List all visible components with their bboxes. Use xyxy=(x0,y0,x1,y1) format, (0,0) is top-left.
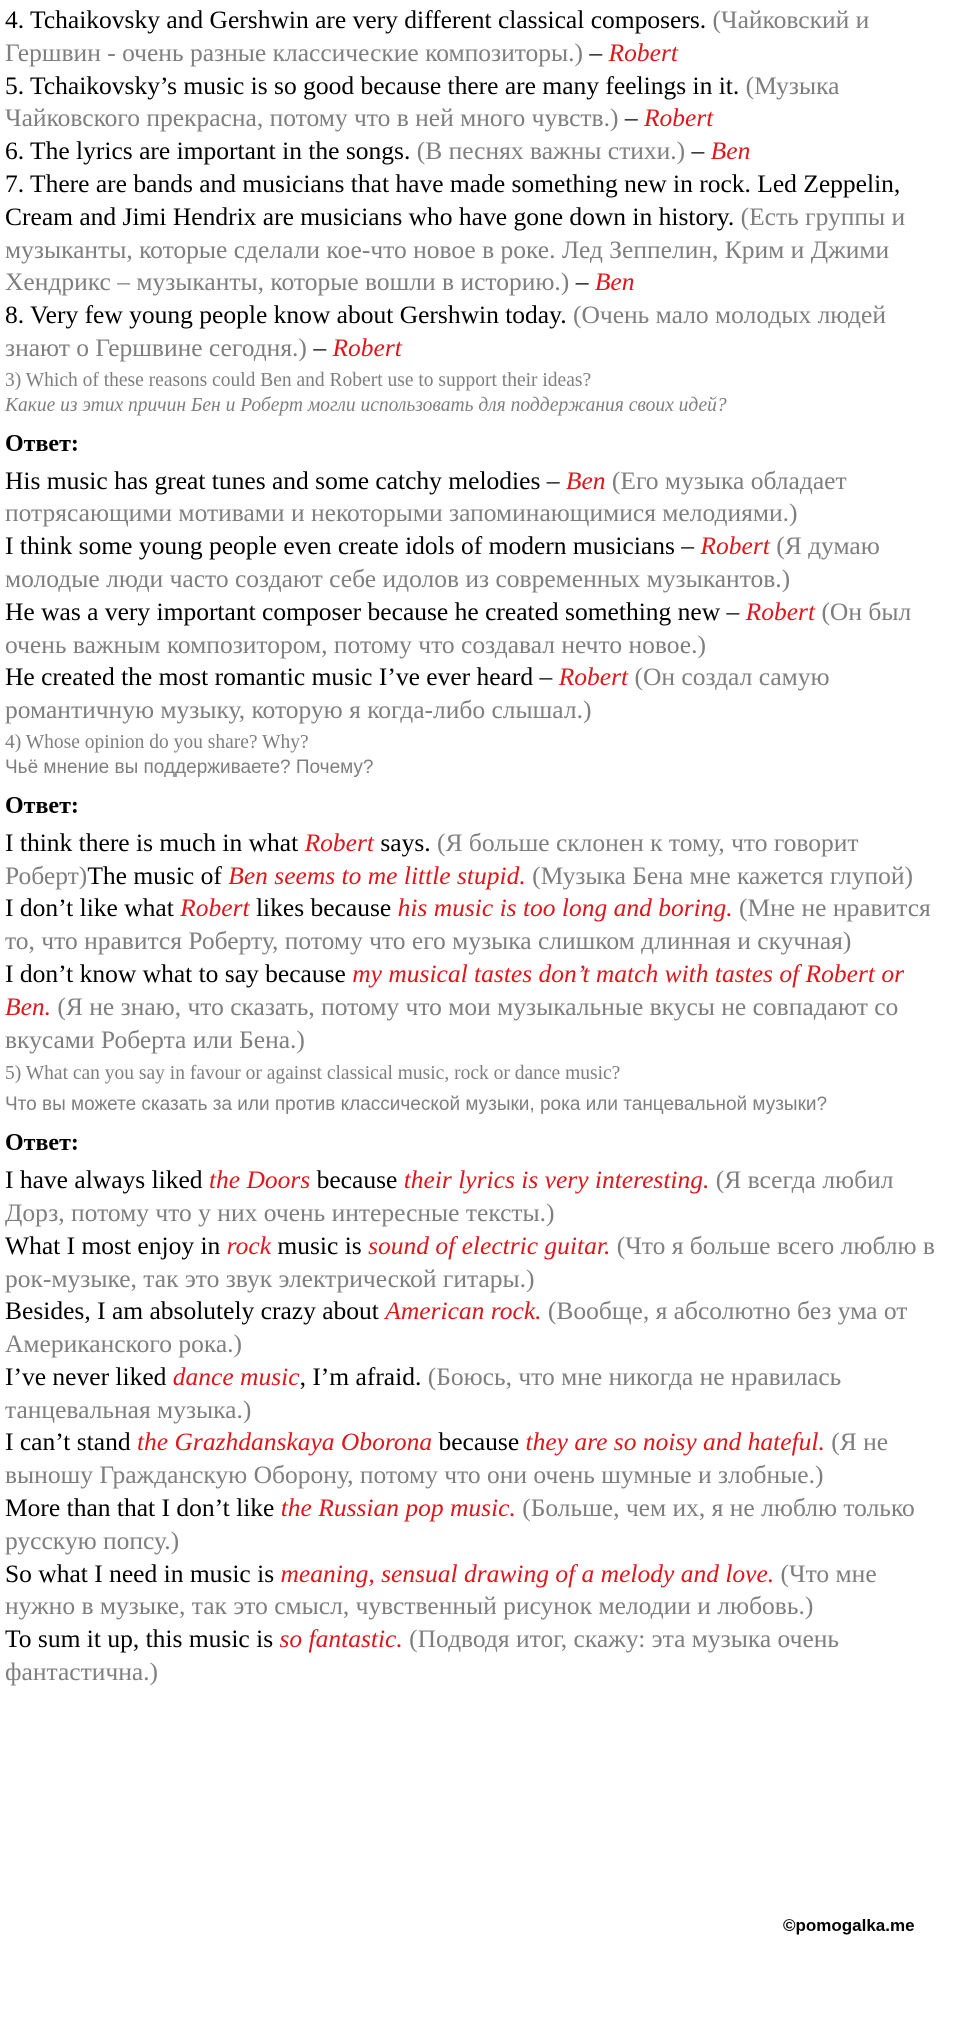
english-text: I don’t like what xyxy=(5,893,181,923)
english-text: 4. Tchaikovsky and Gershwin are very different classical composers. xyxy=(5,5,713,34)
answer-line xyxy=(5,1230,952,1296)
highlighted-text: the Doors xyxy=(208,1165,311,1195)
english-text: because xyxy=(432,1427,526,1457)
answer-line xyxy=(5,135,952,168)
english-text: His music has great tunes and some catchy melodies – xyxy=(5,465,566,495)
english-text: – xyxy=(618,103,644,133)
answer-line xyxy=(5,958,952,1056)
question-3-russian: Какие из этих причин Бен и Роберт могли использовать для поддержания своих идей? xyxy=(5,394,727,416)
english-text: likes because xyxy=(249,893,398,923)
english-text: I’ve never liked xyxy=(5,1361,173,1391)
highlighted-text: they are so noisy and hateful. xyxy=(525,1427,825,1457)
english-text: 7. There are bands and musicians that have made something new in rock. Led Zeppelin, Cream and Jimi Hendrix are musicians who have gone down in history. xyxy=(5,168,901,231)
highlighted-text: rock xyxy=(226,1230,272,1260)
english-text: , I’m afraid. xyxy=(299,1361,428,1391)
answers-block-4 xyxy=(5,827,952,1057)
english-text: He created the most romantic music I’ve ever heard – xyxy=(5,662,559,692)
highlighted-text: dance music xyxy=(172,1361,300,1391)
highlighted-text: so fantastic. xyxy=(279,1624,403,1654)
english-text: because xyxy=(310,1165,404,1195)
watermark: ©pomogalka.me xyxy=(783,1916,915,1935)
english-text: I think some young people even create idols of modern musicians – xyxy=(5,531,701,561)
question-5-russian: Что вы можете сказать за или против классической музыки, рока или танцевальной музыки? xyxy=(5,1094,828,1116)
translation-text: (Я думаю молодые люди часто создают себе идолов из современных музыкантов.) xyxy=(5,531,880,593)
question-4-russian: Чьё мнение вы поддерживаете? Почему? xyxy=(5,756,374,778)
answer-line xyxy=(5,1361,952,1427)
english-text: – xyxy=(583,37,609,67)
translation-text: (Больше, чем их, я не люблю только русскую попсу.) xyxy=(5,1493,915,1555)
english-text: 6. The lyrics are important in the songs. xyxy=(5,136,417,166)
translation-text: (Очень мало молодых людей знают о Гершвине сегодня.) xyxy=(5,300,886,362)
highlighted-text: his music is too long and boring. xyxy=(397,893,733,923)
answer-line xyxy=(5,1295,952,1361)
highlighted-text: the Russian pop music. xyxy=(280,1493,516,1523)
translation-text: (Я больше склонен к тому, что говорит Роберт) xyxy=(5,827,859,890)
translation-text: (Вообще, я абсолютно без ума от Американского рока.) xyxy=(5,1296,908,1359)
english-text: He was a very important composer because he created something new – xyxy=(5,596,746,626)
translation-text: (Музыка Бена мне кажется глупой) xyxy=(525,860,914,890)
english-text: I can’t stand xyxy=(5,1427,137,1457)
english-text: More than that I don’t like xyxy=(5,1493,281,1523)
answers-block-3 xyxy=(5,465,952,727)
answer-line xyxy=(5,299,952,365)
answer-label: Ответ: xyxy=(5,430,79,457)
answer-line xyxy=(5,1558,952,1624)
answer-line xyxy=(5,70,952,136)
english-text: Besides, I am absolutely crazy about xyxy=(5,1296,386,1326)
english-text: music is xyxy=(271,1230,369,1260)
translation-text: (Подводя итог, скажу: эта музыка очень фантастична.) xyxy=(5,1624,840,1687)
answer-line xyxy=(5,168,952,299)
english-text: 8. Very few young people know about Gershwin today. xyxy=(5,300,573,330)
answer-line xyxy=(5,1164,952,1230)
highlighted-text: sound of electric guitar. xyxy=(368,1230,611,1260)
answer-line xyxy=(5,1623,952,1689)
translation-text: (Что мне нужно в музыке, так это смысл, чувственный рисунок мелодии и любовь.) xyxy=(5,1558,877,1621)
highlighted-text: Robert xyxy=(745,596,816,626)
translation-text: (Что я больше всего люблю в рок-музыке, так это звук электрической гитары.) xyxy=(5,1230,935,1293)
answer-label: Ответ: xyxy=(5,1130,79,1157)
question-5-english: 5) What can you say in favour or against classical music, rock or dance music? xyxy=(5,1063,621,1085)
translation-text: (Его музыка обладает потрясающими мотивами и некоторыми запоминающимися мелодиями.) xyxy=(5,465,847,528)
answer-line xyxy=(5,1492,952,1558)
highlighted-text: Ben seems to me little stupid. xyxy=(228,860,526,890)
translation-text: (Чайковский и Гершвин - очень разные классические композиторы.) xyxy=(5,5,870,67)
answer-line xyxy=(5,596,952,662)
highlighted-text: meaning, sensual drawing of a melody and love. xyxy=(280,1558,775,1588)
answer-line xyxy=(5,661,952,727)
answer-line xyxy=(5,4,952,70)
highlighted-text: Robert xyxy=(332,332,402,362)
translation-text: (Музыка Чайковского прекрасна, потому что в ней много чувств.) xyxy=(5,70,840,133)
english-text: says. xyxy=(373,827,438,857)
highlighted-text: American rock. xyxy=(385,1296,542,1326)
answer-line xyxy=(5,827,952,893)
highlighted-text: my musical tastes don’t match with tastes of Robert or Ben. xyxy=(5,958,905,1021)
english-text: So what I need in music is xyxy=(5,1558,281,1588)
highlighted-text: Robert xyxy=(608,37,678,67)
highlighted-text: Robert xyxy=(180,893,250,923)
translation-text: (Я не знаю, что сказать, потому что мои музыкальные вкусы не совпадают со вкусами Роберта или Бена.) xyxy=(5,991,899,1054)
answer-line xyxy=(5,530,952,596)
question-4-english: 4) Whose opinion do you share? Why? xyxy=(5,731,309,753)
english-text: 5. Tchaikovsky’s music is so good because there are many feelings in it. xyxy=(5,70,746,100)
highlighted-text: their lyrics is very interesting. xyxy=(403,1165,710,1195)
highlighted-text: Robert xyxy=(643,103,714,133)
answer-label: Ответ: xyxy=(5,792,79,819)
english-text: To sum it up, this music is xyxy=(5,1624,280,1654)
highlighted-text: Robert xyxy=(558,662,629,692)
answers-block-5 xyxy=(5,1164,952,1689)
translation-text: (Боюсь, что мне никогда не нравилась танцевальная музыка.) xyxy=(5,1361,842,1424)
english-text: – xyxy=(569,267,595,297)
translation-text: (Он создал самую романтичную музыку, которую я когда-либо слышал.) xyxy=(5,662,830,725)
translation-text: (Я всегда любил Дорз, потому что у них очень интересные тексты.) xyxy=(5,1165,894,1227)
english-text: What I most enjoy in xyxy=(5,1230,227,1260)
english-text: I don’t know what to say because xyxy=(5,958,353,988)
answers-block-2 xyxy=(5,4,952,365)
highlighted-text: Robert xyxy=(304,827,374,857)
answer-line xyxy=(5,892,952,958)
translation-text: (Он был очень важным композитором, потому что создавал нечто новое.) xyxy=(5,596,912,659)
english-text: I think there is much in what xyxy=(5,827,305,857)
highlighted-text: Ben xyxy=(710,136,751,166)
translation-text: (Я не выношу Гражданскую Оборону, потому что они очень шумные и злобные.) xyxy=(5,1427,889,1490)
translation-text: (Мне не нравится то, что нравится Роберту, потому что его музыка слишком длинная и скучная) xyxy=(5,893,931,956)
answer-line xyxy=(5,1426,952,1492)
translation-text: (Есть группы и музыканты, которые сделали кое-что новое в роке. Лед Зеппелин, Крим и Джими Хендрикс – музыканты, которые вошли в историю.) xyxy=(5,201,906,297)
answer-line xyxy=(5,465,952,531)
highlighted-text: Ben xyxy=(594,267,635,297)
highlighted-text: the Grazhdanskaya Oborona xyxy=(136,1427,433,1457)
english-text: The music of xyxy=(87,860,229,890)
question-3-english: 3) Which of these reasons could Ben and Robert use to support their ideas? xyxy=(5,369,592,391)
english-text: – xyxy=(306,332,333,362)
english-text: I have always liked xyxy=(5,1165,209,1195)
english-text: – xyxy=(685,136,711,166)
highlighted-text: Ben xyxy=(565,465,606,495)
highlighted-text: Robert xyxy=(700,531,770,561)
translation-text: (В песнях важны стихи.) xyxy=(416,136,686,166)
